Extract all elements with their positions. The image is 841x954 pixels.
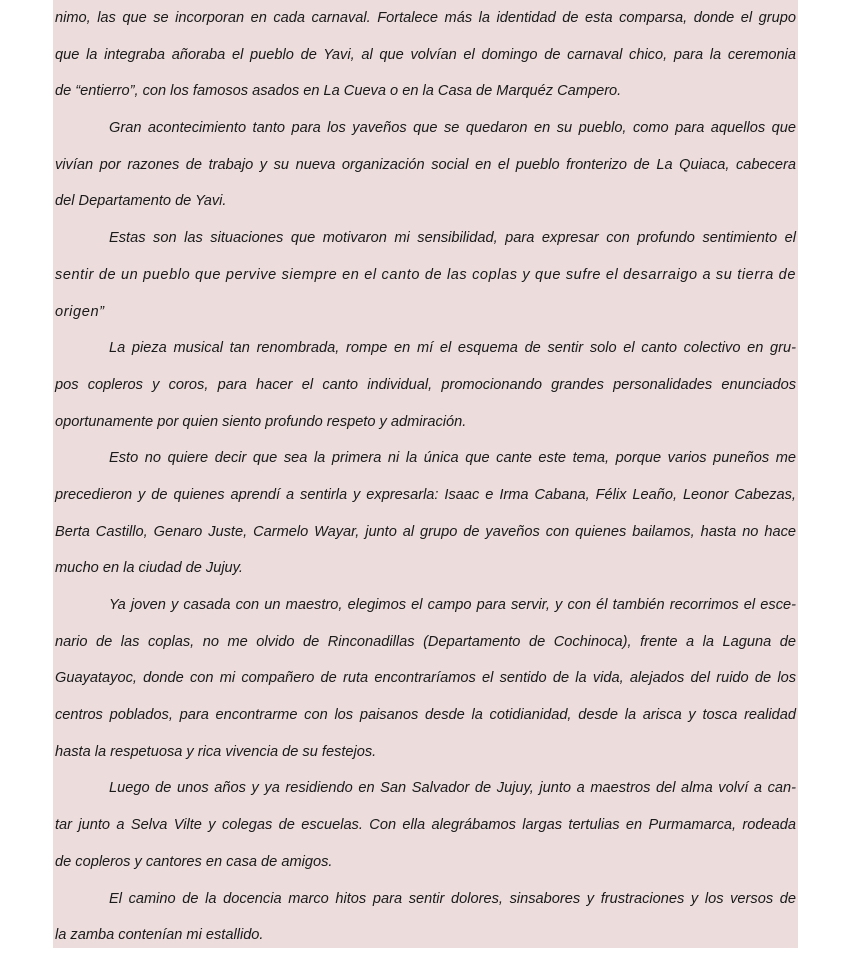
text-line: de copleros y cantores en casa de amigos. — [55, 853, 333, 870]
text-line: nario de las coplas, no me olvido de Rinconadillas (Departamento de Cochinoca), frente a la Laguna de — [55, 633, 796, 650]
paragraph-first-line: Ya joven y casada con un maestro, elegimos el campo para servir, y con él también recorrimos el esce- — [109, 597, 796, 613]
text-line: Berta Castillo, Genaro Juste, Carmelo Wayar, junto al grupo de yaveños con quienes bailamos, hasta no hace — [55, 523, 796, 540]
text-line: del Departamento de Yavi. — [55, 193, 227, 210]
paragraph-first-line: Esto no quiere decir que sea la primera ni la única que cante este tema, porque varios puneños me — [109, 450, 796, 467]
text-line: que la integraba añoraba el pueblo de Yavi, al que volvían el domingo de carnaval chico, para la ceremonia — [55, 46, 796, 63]
text-line: origen” — [55, 303, 105, 320]
text-line: oportunamente por quien siento profundo respeto y admiración. — [55, 413, 467, 430]
text-line: Guayatayoc, donde con mi compañero de ruta encontraríamos el sentido de la vida, alejados del ruido de los — [55, 670, 796, 687]
text-line: precedieron y de quienes aprendí a sentirla y expresarla: Isaac e Irma Cabana, Félix Leaño, Leonor Cabezas, — [55, 486, 796, 503]
text-line: vivían por razones de trabajo y su nueva organización social en el pueblo fronterizo de La Quiaca, cabecera — [55, 156, 796, 173]
text-line: sentir de un pueblo que pervive siempre en el canto de las coplas y que sufre el desarraigo a su tierra de — [55, 266, 796, 283]
text-line: hasta la respetuosa y rica vivencia de su festejos. — [55, 743, 377, 760]
paragraph-first-line: Estas son las situaciones que motivaron mi sensibilidad, para expresar con profundo sentimiento el — [109, 230, 796, 247]
paragraph-first-line: Luego de unos años y ya residiendo en San Salvador de Jujuy, junto a maestros del alma volví a can- — [109, 780, 796, 797]
text-line: de “entierro”, con los famosos asados en La Cueva o en la Casa de Marquéz Campero. — [55, 83, 622, 100]
text-line: mucho en la ciudad de Jujuy. — [55, 560, 243, 577]
text-line: pos copleros y coros, para hacer el canto individual, promocionando grandes personalidades enunciados — [55, 376, 796, 393]
document-body — [55, 0, 796, 954]
text-line: tar junto a Selva Vilte y colegas de escuelas. Con ella alegrábamos largas tertulias en Purmamarca, rodeada — [55, 817, 796, 834]
paragraph-first-line: Gran acontecimiento tanto para los yaveños que se quedaron en su pueblo, como para aquellos que — [109, 120, 796, 137]
text-line: la zamba contenían mi estallido. — [55, 927, 264, 944]
text-line: nimo, las que se incorporan en cada carnaval. Fortalece más la identidad de esta comparsa, donde el grupo — [55, 10, 796, 26]
paragraph-first-line: La pieza musical tan renombrada, rompe en mí el esquema de sentir solo el canto colectivo en gru- — [109, 340, 796, 357]
paragraph-first-line: El camino de la docencia marco hitos para sentir dolores, sinsabores y frustraciones y los versos de — [109, 890, 796, 907]
text-line: centros poblados, para encontrarme con los paisanos desde la cotidianidad, desde la arisca y tosca realidad — [55, 707, 796, 724]
